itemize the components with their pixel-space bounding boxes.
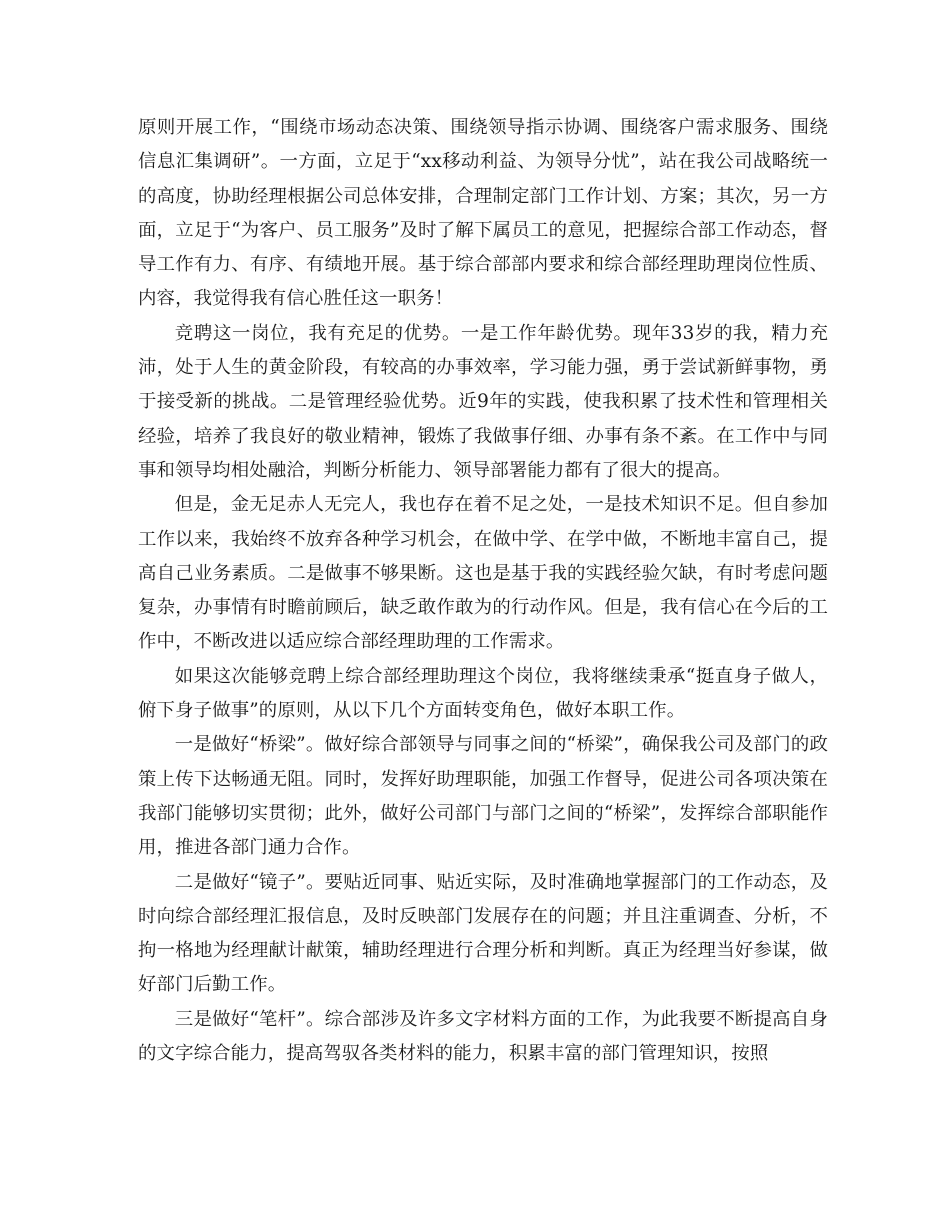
- paragraph-1: 原则开展工作，“围绕市场动态决策、围绕领导指示协调、围绕客户需求服务、围绕信息汇集调研”。一方面，立足于“xx移动利益、为领导分忧”，站在我公司战略统一的高度，协助经理根据公司总体安排，合理制定部门工作计划、方案；其次，另一方面，立足于“为客户、员工服务”及时了解下属员工的意见，把握综合部工作动态，督导工作有力、有序、有绩地开展。基于综合部部内要求和综合部经理助理岗位性质、内容，我觉得我有信心胜任这一职务！: [138, 117, 828, 310]
- paragraph-5: 一是做好“桥梁”。做好综合部领导与同事之间的“桥梁”，确保我公司及部门的政策上传下达畅通无阻。同时，发挥好助理职能，加强工作督导，促进公司各项决策在我部门能够切实贯彻；此外，做好公司部门与部门之间的“桥梁”，发挥综合部职能作用，推进各部门通力合作。: [138, 734, 828, 859]
- paragraph-7: 三是做好“笔杆”。综合部涉及许多文字材料方面的工作，为此我要不断提高自身的文字综合能力，提高驾驭各类材料的能力，积累丰富的部门管理知识，按照: [138, 1008, 828, 1065]
- paragraph-4: 如果这次能够竞聘上综合部经理助理这个岗位，我将继续秉承“挺直身子做人，俯下身子做事”的原则，从以下几个方面转变角色，做好本职工作。: [138, 665, 828, 722]
- document-body: [138, 111, 828, 1071]
- paragraph-2: 竞聘这一岗位，我有充足的优势。一是工作年龄优势。现年33岁的我，精力充沛，处于人生的黄金阶段，有较高的办事效率，学习能力强，勇于尝试新鲜事物，勇于接受新的挑战。二是管理经验优势。近9年的实践，使我积累了技术性和管理相关经验，培养了我良好的敬业精神，锻炼了我做事仔细、办事有条不紊。在工作中与同事和领导均相处融洽，判断分析能力、领导部署能力都有了很大的提高。: [138, 322, 828, 481]
- paragraph-6: 二是做好“镜子”。要贴近同事、贴近实际，及时准确地掌握部门的工作动态，及时向综合部经理汇报信息，及时反映部门发展存在的问题；并且注重调查、分析，不拘一格地为经理献计献策，辅助经理进行合理分析和判断。真正为经理当好参谋，做好部门后勤工作。: [138, 871, 828, 996]
- paragraph-3: 但是，金无足赤人无完人，我也存在着不足之处，一是技术知识不足。但自参加工作以来，我始终不放弃各种学习机会，在做中学、在学中做，不断地丰富自己，提高自己业务素质。二是做事不够果断。这也是基于我的实践经验欠缺，有时考虑问题复杂，办事情有时瞻前顾后，缺乏敢作敢为的行动作风。但是，我有信心在今后的工作中，不断改进以适应综合部经理助理的工作需求。: [138, 494, 828, 653]
